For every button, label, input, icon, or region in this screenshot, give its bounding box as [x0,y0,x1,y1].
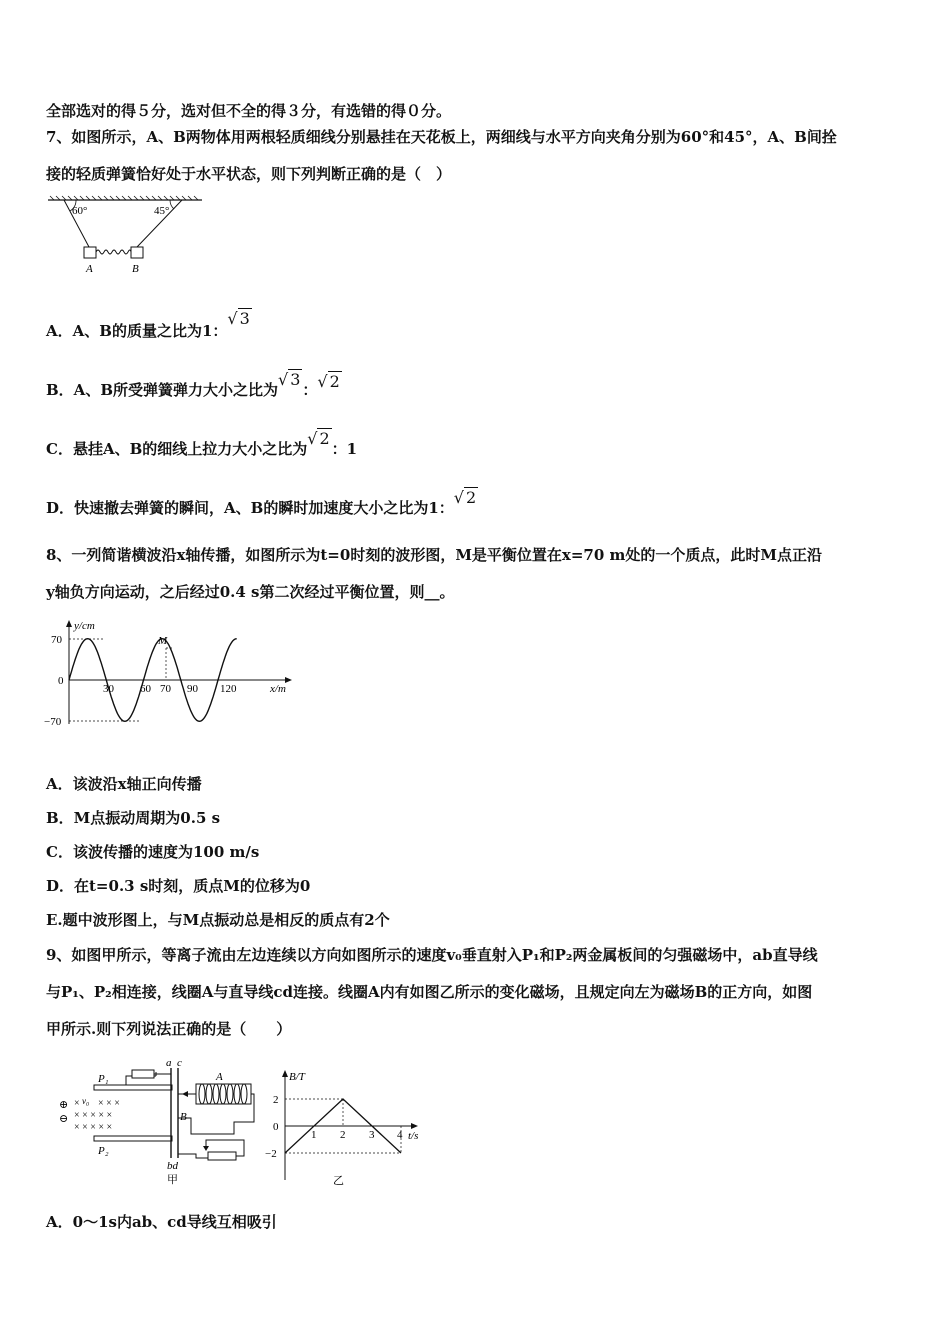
q7-option-c [46,429,358,459]
q9-graph-tick-3: 3 [369,1129,375,1141]
minus-symbol: ⊖ [59,1113,69,1125]
q7-angle-left: 60° [72,205,88,217]
q9-stem-line3: 甲所示.则下列说法正确的是（ ） [46,1020,292,1038]
q9-v0: v₀ [82,1096,90,1106]
q7-option-c-tail: ：1 [331,440,358,458]
q9-graph-tick-1: 1 [311,1129,317,1141]
q9-graph-y-zero: 0 [273,1121,279,1133]
q7-option-d-text: D．快速撤去弹簧的瞬间，A、B的瞬时加速度大小之比为1： [46,499,454,517]
q9-p1: P₁ [98,1073,109,1085]
sqrt-symbol: √ 2 [453,488,477,507]
q9-label-a: a [166,1058,172,1069]
q8-point-m: M [158,635,168,647]
q9-circuit-figure [56,1058,266,1188]
q8-ylabel: y/cm [74,620,95,632]
q8-y-bottom: −70 [44,716,62,728]
q7-option-b-sep: ： [302,381,318,399]
q9-graph-xlabel: t/s [408,1130,419,1142]
q7-label-b: B [132,263,139,275]
q7-angle-right: 45° [154,205,170,217]
q9-stem-line2: 与P₁、P₂相连接，线圈A与直导线cd连接。线圈A内有如图乙所示的变化磁场，且规定向左为磁场B的正方向，如图 [46,983,813,1001]
q8-tick-120: 120 [220,683,237,695]
q7-option-d-radicand: 2 [465,488,477,507]
q8-stem-line1: 8、一列简谐横波沿x轴传播，如图所示为t=0时刻的波形图，M是平衡位置在x=70 m处的一个质点，此时M点正沿 [46,546,823,564]
intro-text: 全部选对的得５分，选对但不全的得３分，有选错的得０分。 [46,102,452,120]
q7-option-a-text: A．A、B的质量之比为1： [46,322,228,340]
q9-graph-tick-4: 4 [397,1129,403,1141]
q8-option-a: A．该波沿x轴正向传播 [46,775,202,793]
q7-option-b-radicand2: 2 [329,372,340,391]
q7-option-b-radicand1: 3 [290,370,301,389]
q8-y-top: 70 [51,634,62,646]
q8-option-c: C．该波传播的速度为100 m/s [46,843,260,861]
q8-tick-30: 30 [103,683,114,695]
q8-option-b: B．M点振动周期为0.5 s [46,809,221,827]
q9-label-coil-a: A [216,1071,223,1083]
q9-caption-right: 乙 [333,1175,344,1187]
q7-figure [42,194,207,276]
field-symbol: × × × × × [74,1122,113,1133]
q9-graph-ylabel: B/T [289,1071,305,1083]
q9-caption-left: 甲 [167,1174,178,1186]
q9-graph-y-bottom: −2 [265,1148,277,1160]
q7-option-c-text: C．悬挂A、B的细线上拉力大小之比为 [46,440,308,458]
q9-label-bd: bd [167,1160,178,1172]
q7-option-d [46,488,478,518]
sqrt-symbol: √ 3 [278,370,301,389]
q8-xlabel: x/m [270,683,286,695]
q7-stem-line1: 7、如图所示，A、B两物体用两根轻质细线分别悬挂在天花板上，两细线与水平方向夹角分别为60°和45°，A、B间拴 [46,128,837,146]
q7-label-a: A [86,263,93,275]
field-symbol: × × × × × [74,1110,113,1121]
q8-tick-90: 90 [187,683,198,695]
q7-option-a-radicand: 3 [239,309,250,328]
field-symbol: × × × [98,1098,120,1109]
q7-stem-line2: 接的轻质弹簧恰好处于水平状态，则下列判断正确的是（ ） [46,165,452,183]
q9-b-t-graph [265,1068,435,1188]
q9-option-a: A．0～1s内ab、cd导线互相吸引 [46,1213,277,1231]
sqrt-symbol: √ 2 [317,372,340,391]
sqrt-symbol: √ 3 [227,309,250,328]
q7-option-b [46,370,342,400]
q9-stem-line1: 9、如图甲所示，等离子流由左边连续以方向如图所示的速度v₀垂直射入P₁和P₂两金属板间的匀强磁场中，ab直导线 [46,946,818,964]
q9-graph-y-top: 2 [273,1094,279,1106]
q8-tick-60: 60 [140,683,151,695]
field-symbol: × [74,1098,80,1109]
q9-label-c: c [177,1058,182,1069]
q8-stem-line2: y轴负方向运动，之后经过0.4 s第二次经过平衡位置，则__。 [46,583,455,601]
q7-option-a [46,309,252,341]
q8-tick-70: 70 [160,683,171,695]
q9-label-b: B [180,1111,187,1123]
sqrt-symbol: √ 2 [307,429,330,448]
q7-option-c-radicand: 2 [319,429,330,448]
q9-graph-tick-2: 2 [340,1129,346,1141]
plus-symbol: ⊕ [59,1099,69,1111]
q9-p2: P₂ [98,1145,109,1157]
q8-wave-figure [42,618,297,730]
q7-option-b-text: B．A、B所受弹簧弹力大小之比为 [46,381,278,399]
q8-option-d: D．在t=0.3 s时刻，质点M的位移为0 [46,877,311,895]
q8-y-zero: 0 [58,675,64,687]
q8-option-e: E.题中波形图上，与M点振动总是相反的质点有2个 [46,911,390,929]
